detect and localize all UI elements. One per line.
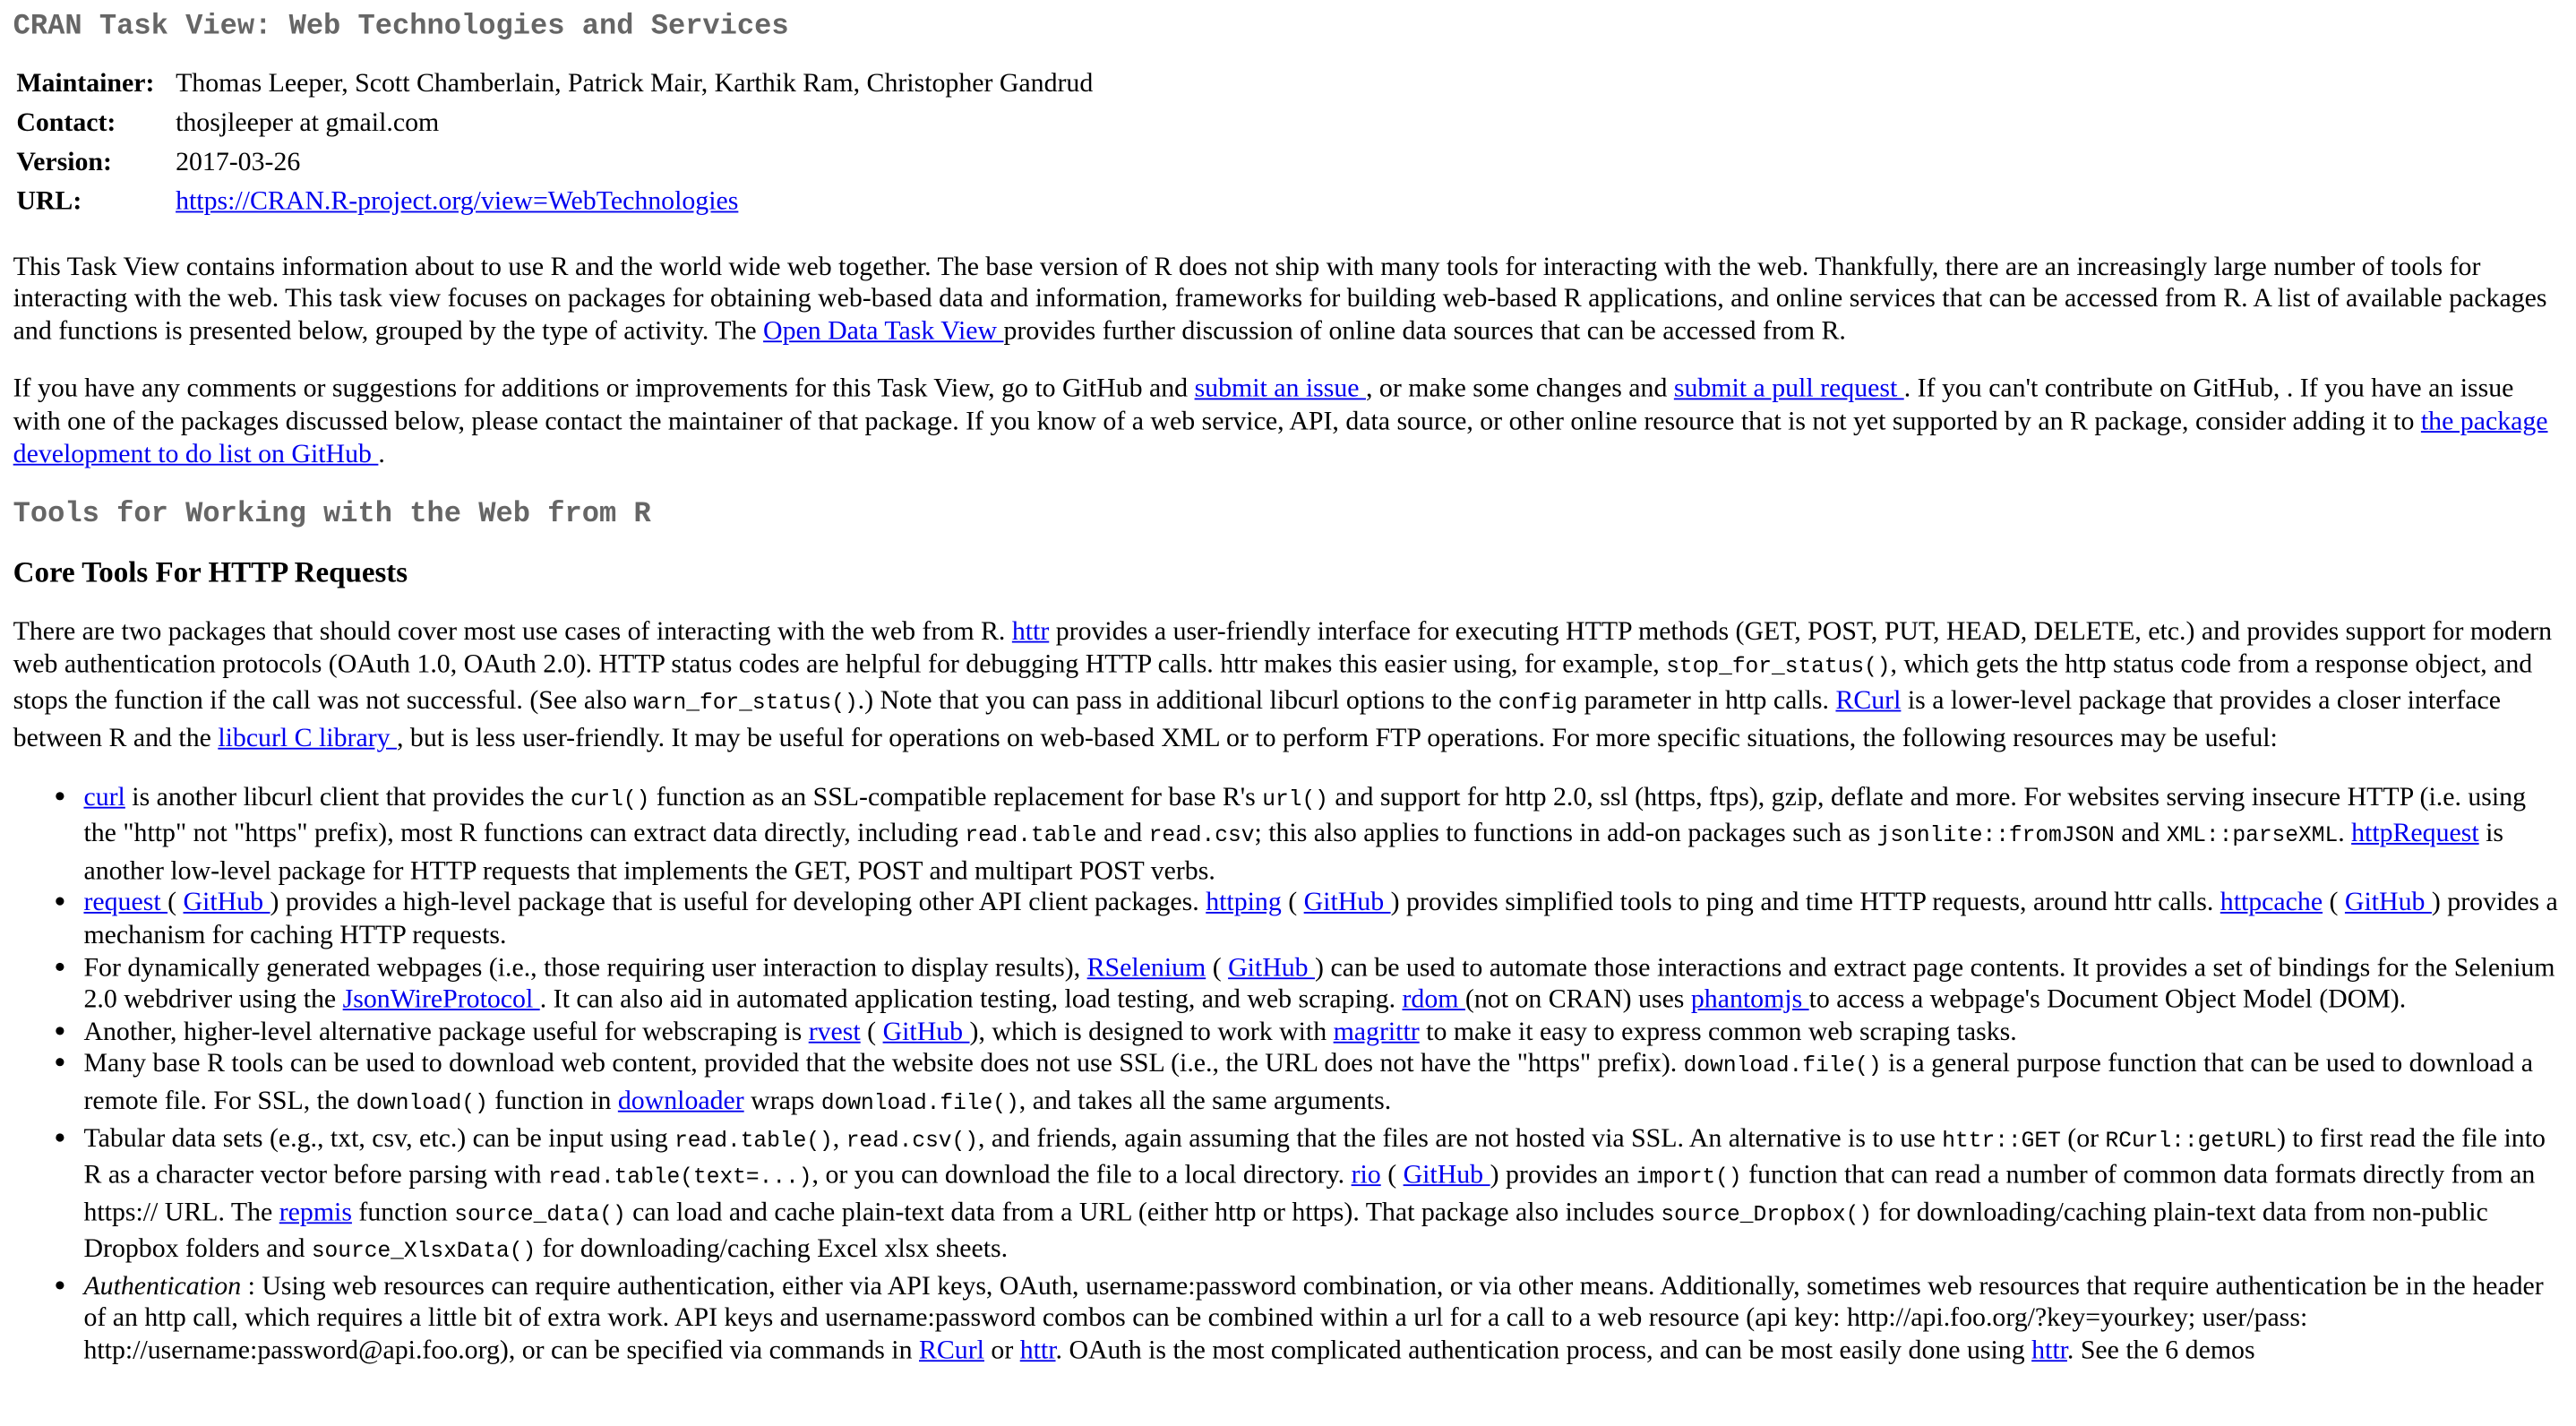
code-httr-get: httr::GET [1942,1129,2061,1155]
item-text: ( [860,1014,883,1046]
code-url: url() [1262,787,1328,813]
item-text: . See the 6 demos [2066,1334,2255,1365]
curl-link[interactable]: curl [83,779,125,812]
item-text: ( [1281,886,1304,918]
list-item [83,1047,2563,1121]
contact-row [16,106,1097,145]
code-stop-for-status: stop_for_status() [1666,655,1891,681]
item-text: Tabular data sets (e.g., txt, csv, etc.) can be input using [83,1121,675,1153]
version-label: Version: [16,144,112,176]
phantomjs-link[interactable]: phantomjs [1690,983,1809,1014]
item-text: can load and cache plain-text data from a URL (either http or https). That package also includes [625,1195,1662,1227]
item-text: (or [2060,1121,2106,1153]
item-text: and [1096,817,1149,848]
rcurl-link[interactable]: RCurl [1835,684,1902,716]
rvest-link[interactable]: rvest [808,1014,861,1046]
code-read-table-text: read.table(text=...) [548,1166,812,1191]
contact-value: thosjleeper at gmail.com [176,106,440,137]
item-text: ( [167,886,184,918]
item-text: is another low-level package for HTTP requests that implements the GET, POST and multipart POST verbs. [83,817,2504,886]
libcurl-link[interactable]: libcurl C library [218,721,398,753]
httping-github-link[interactable]: GitHub [1303,886,1391,918]
item-text: ( [2323,886,2345,918]
list-item [83,780,2563,887]
code-parsexml: XML::parseXML [2166,825,2339,850]
item-text: ( [1206,950,1229,982]
intro-text: This Task View contains information about to use R and the world wide web together. The base version of R does not ship with many tools for interacting with the web. Thankfully, there are an increasingly large number of tools for interacting with the web. This task view focuses on packages for obtaining web-based data and information, frameworks for building web-based R applications, and online services that can be accessed from R. A list of available packages and functions is presented below, grouped by the type of activity. The [13,249,2547,346]
contrib-text: . [378,436,385,468]
item-text: . It can also aid in automated application testing, load testing, and web scraping. [539,983,1403,1014]
code-import: import() [1636,1166,1742,1191]
item-text: ; this also applies to functions in add-on packages such as [1254,817,1877,848]
code-download-file: download.file() [820,1092,1019,1117]
httr-link[interactable]: httr [1019,1334,1056,1365]
item-text: is a general purpose function that can be used to download a remote file. For SSL, the [83,1046,2534,1116]
core-text: provides a user-friendly interface for executing HTTP methods (GET, POST, PUT, HEAD, DELETE, etc.) and provides support for modern web authentication protocols (OAuth 1.0, OAuth 2.0). HTTP status codes are helpful for debugging HTTP calls. httr makes this easier using, for example, [13,614,2553,679]
url-label: URL: [16,184,82,216]
contrib-text: If you have any comments or suggestions for additions or improvements for this Task View, go to GitHub and [13,372,1195,404]
item-text: For dynamically generated webpages (i.e., those requiring user interaction to display results), [83,950,1087,982]
item-text: , [832,1121,846,1153]
version-value: 2017-03-26 [176,144,301,176]
item-text: ) to first read the file into R as a character vector before parsing with [83,1121,2546,1190]
core-tools-paragraph [13,615,2564,754]
code-rcurl-geturl: RCurl::getURL [2105,1129,2277,1155]
list-item [83,1121,2563,1270]
core-text: is a lower-level package that provides a closer interface between R and the [13,684,2501,753]
item-text: (not on CRAN) uses [1464,983,1691,1014]
code-fromjson: jsonlite::fromJSON [1876,825,2115,850]
item-text: for downloading/caching plain-text data from non-public Dropbox folders and [83,1195,2488,1264]
maintainer-value: Thomas Leeper, Scott Chamberlain, Patrick Mair, Karthik Ram, Christopher Gandrud [176,66,1094,99]
item-text: function as an SSL-compatible replacement for base R's [649,779,1263,812]
item-text: for downloading/caching Excel xlsx sheets. [536,1232,1009,1264]
rselenium-link[interactable]: RSelenium [1086,950,1206,982]
list-item [83,886,2563,950]
item-text: Many base R tools can be used to download web content, provided that the website does not use SSL (i.e., the URL does not have the "https" prefix). [83,1046,1684,1078]
item-text: ), which is designed to work with [969,1014,1334,1046]
item-text: . [2338,817,2352,848]
rio-link[interactable]: rio [1351,1158,1381,1190]
httping-link[interactable]: httping [1206,886,1282,918]
code-read-table: read.table() [674,1129,833,1155]
code-warn-for-status: warn_for_status() [633,692,858,717]
section-heading: Tools for Working with the Web from R [13,498,651,532]
rcurl-link[interactable]: RCurl [918,1334,984,1365]
list-item [83,1269,2563,1366]
intro-text: provides further discussion of online data sources that can be accessed from R. [1003,314,1846,346]
code-curl: curl() [570,787,650,813]
item-text: ) provides an [1490,1158,1636,1190]
code-source-data: source_data() [454,1203,626,1229]
list-item [83,950,2563,1015]
intro-paragraph [13,250,2564,347]
httprequest-link[interactable]: httpRequest [2351,817,2479,848]
item-text: to access a webpage's Document Object Model (DOM). [1808,983,2407,1014]
code-read-csv: read.csv() [846,1129,978,1155]
item-text: . OAuth is the most complicated authentication process, and can be most easily done using [1055,1334,2032,1365]
httpcache-github-link[interactable]: GitHub [2344,886,2432,918]
resources-list [13,780,2564,1366]
maintainer-label: Maintainer: [16,66,155,99]
request-github-link[interactable]: GitHub [183,886,270,918]
list-item [83,1015,2563,1047]
core-text: , but is less user-friendly. It may be useful for operations on web-based XML or to perform FTP operations. For more specific situations, the following resources may be useful: [397,721,2278,753]
code-download-file: download.file() [1683,1055,1882,1080]
item-text: is another libcurl client that provides the [125,779,571,812]
code-source-xlsxdata: source_XlsxData() [311,1241,537,1266]
item-text: to make it easy to express common web scraping tasks. [1419,1014,2017,1046]
url-link[interactable]: https://CRAN.R-project.org/view=WebTechnologies [176,184,739,216]
item-text: ) can be used to automate those interactions and extract page contents. It provides a set of bindings for the Selenium 2.0 webdriver using the [83,950,2555,1014]
httr-link[interactable]: httr [2031,1334,2067,1365]
contrib-text: , or make some changes and [1366,372,1674,404]
authentication-term: Authentication [83,1269,242,1301]
url-row [16,185,1097,224]
core-text: parameter in http calls. [1577,684,1836,716]
rselenium-github-link[interactable]: GitHub [1228,950,1316,982]
item-text: and [2114,817,2167,848]
item-text: , or you can download the file to a local directory. [811,1158,1352,1190]
item-text: ) provides a mechanism for caching HTTP requests. [83,886,2558,950]
todo-list-link[interactable]: the package development to do list on GitHub [13,404,2548,468]
code-source-dropbox: source_Dropbox() [1661,1203,1873,1229]
item-text: Another, higher-level alternative package useful for webscraping is [83,1014,809,1046]
contrib-paragraph [13,373,2564,469]
maintainer-row [16,66,1097,106]
rdom-link[interactable]: rdom [1402,983,1465,1014]
item-text: ) provides simplified tools to ping and time HTTP requests, around httr calls. [1390,886,2220,918]
downloader-link[interactable]: downloader [617,1084,744,1116]
submit-issue-link[interactable]: submit an issue [1194,372,1367,404]
metadata-table [16,66,1097,223]
httr-link[interactable]: httr [1011,614,1050,647]
item-text: function [351,1195,455,1227]
item-text: function in [487,1084,618,1116]
item-text: wraps [743,1084,821,1116]
jsonwireprotocol-link[interactable]: JsonWireProtocol [342,983,540,1014]
code-config: config [1498,692,1578,717]
item-text: : Using web resources can require authentication, either via API keys, OAuth, username:password combination, or via other means. Additionally, sometimes web resources that require authentication be in the header of an http call, which requires a little bit of extra work. API keys and username:password combos can be combined within a url for a call to a web resource (api key: http://api.foo.org/?key=yourkey; user/pass: http://username:password@api.foo.org), or can be specified via commands in [83,1269,2544,1365]
open-data-task-view-link[interactable]: Open Data Task View [763,314,1004,346]
contrib-text: . If you can't contribute on GitHub, . If you have an issue with one of the packages discussed below, please contact the maintainer of that package. If you know of a web service, API, data source, or other online resource that is not yet supported by an R package, consider adding it to [13,372,2514,436]
item-text: ) provides a high-level package that is useful for developing other API client packages. [270,886,1206,918]
repmis-link[interactable]: repmis [279,1195,352,1227]
code-read-table: read.table [965,825,1097,850]
rvest-github-link[interactable]: GitHub [882,1014,970,1046]
item-text: , and friends, again assuming that the files are not hosted via SSL. An alternative is to use [977,1121,1943,1153]
item-text: and support for http 2.0, ssl (https, ftps), gzip, deflate and more. For websites serving insecure HTTP (i.e. using the "http" not "https" prefix), most R functions can extract data directly, including [83,779,2527,848]
document-page [0,11,2575,1366]
page-title: CRAN Task View: Web Technologies and Services [13,11,789,44]
request-link[interactable]: request [83,886,168,918]
core-text: There are two packages that should cover most use cases of interacting with the web from R. [13,614,1012,647]
core-text: .) Note that you can pass in additional libcurl options to the [857,684,1498,716]
magrittr-link[interactable]: magrittr [1333,1014,1420,1046]
httpcache-link[interactable]: httpcache [2220,886,2323,918]
rio-github-link[interactable]: GitHub [1403,1158,1490,1190]
code-download: download() [356,1092,488,1117]
core-text: , which gets the http status code from a response object, and stops the function if the call was not successful. (See also [13,647,2533,716]
item-text: function that can read a number of common data formats directly from an https:// URL. The [83,1158,2536,1227]
item-text: ( [1380,1158,1404,1190]
subsection-heading: Core Tools For HTTP Requests [13,555,408,589]
version-row [16,145,1097,185]
item-text: or [983,1334,1020,1365]
code-read-csv: read.csv [1148,825,1255,850]
contact-label: Contact: [16,106,116,137]
submit-pull-request-link[interactable]: submit a pull request [1673,372,1904,404]
item-text: , and takes all the same arguments. [1018,1084,1392,1116]
